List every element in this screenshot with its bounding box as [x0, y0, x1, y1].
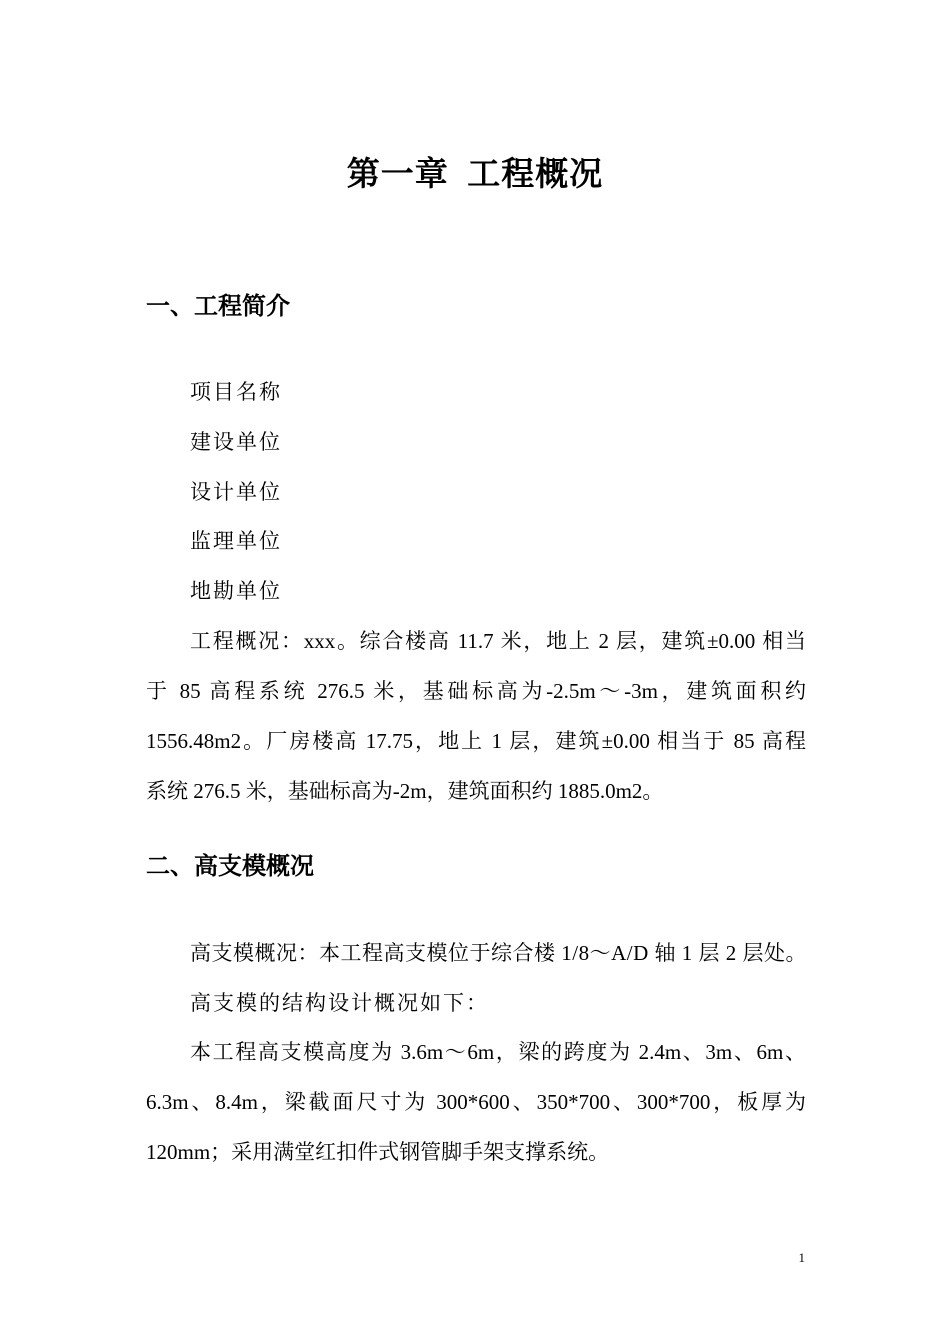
page-number: 1 [798, 1250, 805, 1265]
overview-line-2: 于 85 高程系统 276.5 米，基础标高为-2.5m～-3m，建筑面积约 [146, 679, 806, 703]
section-title-high-formwork: 二、高支模概况 [146, 854, 314, 880]
chapter-title: 第一章 工程概况 [346, 157, 604, 193]
section-title-overview: 一、工程简介 [146, 294, 290, 320]
field-project-name: 项目名称 [190, 380, 282, 404]
field-supervision-unit: 监理单位 [190, 529, 282, 553]
design-line-1: 本工程高支模高度为 3.6m～6m，梁的跨度为 2.4m、3m、6m、 [190, 1040, 806, 1064]
high-formwork-overview: 高支模概况：本工程高支模位于综合楼 1/8～A/D 轴 1 层 2 层处。 [190, 941, 807, 965]
overview-line-4: 系统 276.5 米，基础标高为-2m，建筑面积约 1885.0m2。 [146, 779, 664, 803]
structural-design-intro: 高支模的结构设计概况如下： [190, 991, 489, 1015]
field-design-unit: 设计单位 [190, 480, 282, 504]
overview-line-1: 工程概况：xxx。综合楼高 11.7 米，地上 2 层，建筑±0.00 相当 [190, 629, 806, 653]
field-survey-unit: 地勘单位 [190, 579, 282, 603]
field-construction-unit: 建设单位 [190, 430, 282, 454]
overview-line-3: 1556.48m2。厂房楼高 17.75，地上 1 层，建筑±0.00 相当于 85 高程 [146, 729, 806, 753]
design-line-2: 6.3m、8.4m，梁截面尺寸为 300*600、350*700、300*700，板厚为 [146, 1090, 806, 1114]
design-line-3: 120mm；采用满堂红扣件式钢管脚手架支撑系统。 [146, 1140, 610, 1164]
